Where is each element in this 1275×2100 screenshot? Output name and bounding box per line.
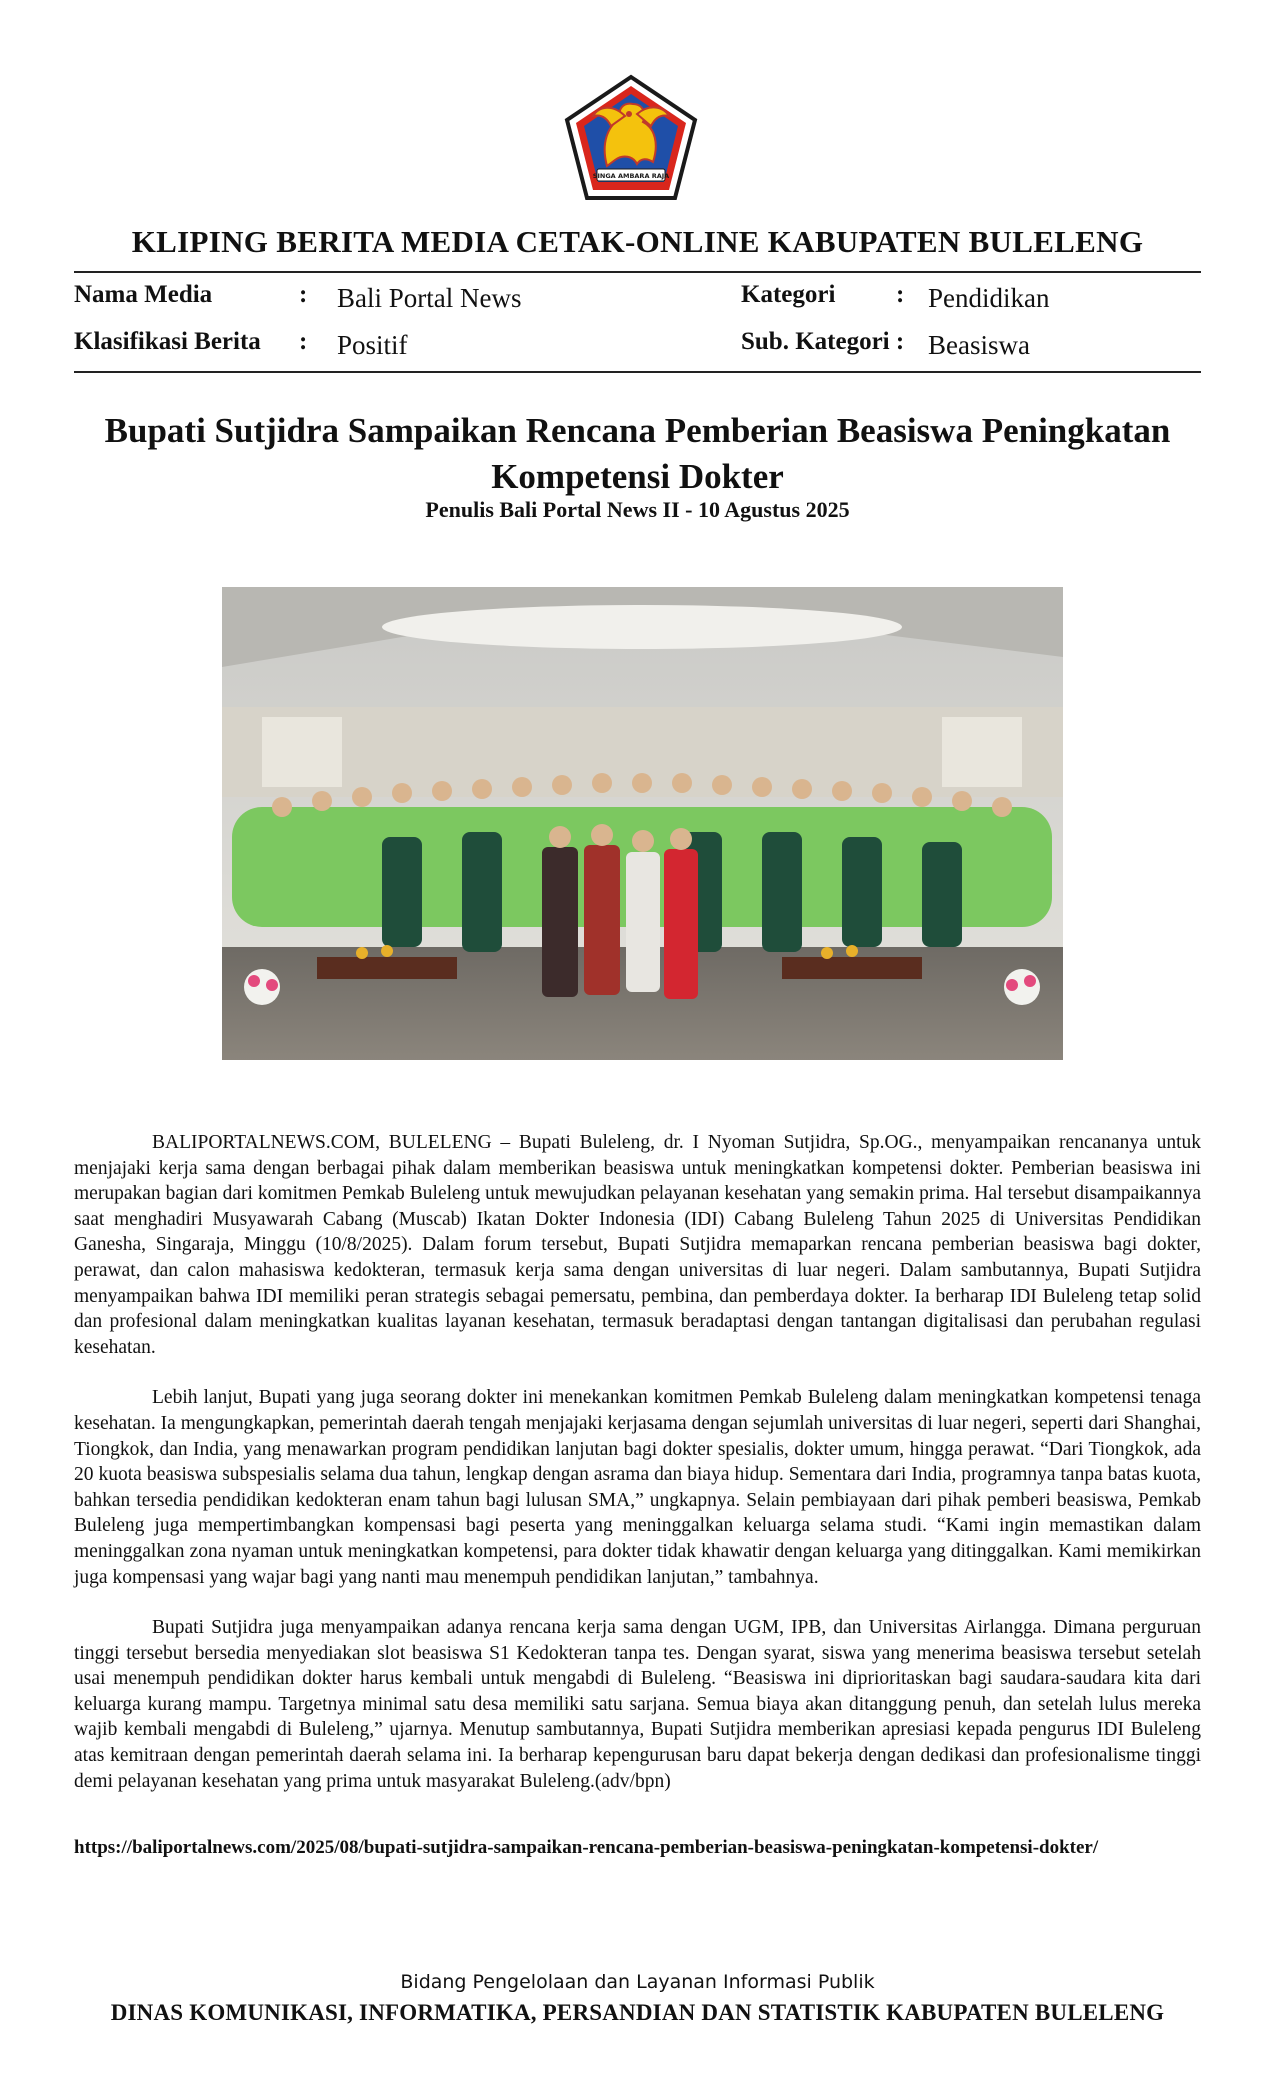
bottom-divider: [74, 371, 1201, 373]
article-headline: [74, 408, 1201, 500]
media-colon: :: [299, 281, 308, 308]
category-colon: :: [896, 281, 905, 308]
media-value: Bali Portal News: [337, 283, 522, 313]
article-paragraph-1: BALIPORTALNEWS.COM, BULELENG – Bupati Buleleng, dr. I Nyoman Sutjidra, Sp.OG., menyampaikan rencananya untuk menjajaki kerja sama dengan berbagai pihak dalam memberikan beasiswa untuk meningkatkan kompetensi dokter. Pemberian beasiswa ini merupakan bagian dari komitmen Pemkab Buleleng untuk mewujudkan pelayanan kesehatan yang semakin prima. Hal tersebut disampaikannya saat menghadiri Musyawarah Cabang (Muscab) Ikatan Dokter Indonesia (IDI) Cabang Buleleng Tahun 2025 di Universitas Pendidikan Ganesha, Singaraja, Minggu (10/8/2025). Dalam forum tersebut, Bupati Sutjidra memaparkan rencana pemberian beasiswa bagi dokter, perawat, dan calon mahasiswa kedokteran, termasuk kerja sama dengan universitas di luar negeri. Dalam sambutannya, Bupati Sutjidra menyampaikan bahwa IDI memiliki peran strategis sebagai pemersatu, pembina, dan pemberdaya dokter. Ia berharap IDI Buleleng tetap solid dan profesional dalam meningkatkan kualitas layanan kesehatan, termasuk beradaptasi dengan tantangan digitalisasi dan perubahan regulasi kesehatan.: [74, 1132, 1201, 1358]
category-label: Kategori: [741, 281, 836, 308]
article-byline: Penulis Bali Portal News II - 10 Agustus 2025: [425, 497, 850, 522]
headline-line-2: Kompetensi Dokter: [491, 457, 784, 496]
meta-row-classification: [74, 328, 1201, 364]
group-photo-icon: [222, 587, 1063, 1060]
article-paragraph-3: Bupati Sutjidra juga menyampaikan adanya rencana kerja sama dengan UGM, IPB, dan Universitas Airlangga. Dimana perguruan tinggi tersebut bersedia menyediakan slot beasiswa S1 Kedokteran tanpa tes. Dengan syarat, siswa yang menerima beasiswa tersebut setelah usai menempuh pendidikan dokter harus kembali untuk mengabdi di Buleleng. “Beasiswa ini diprioritaskan bagi saudara-saudara kita dari keluarga kurang mampu. Targetnya minimal satu desa memiliki satu sarjana. Semua biaya akan ditanggung penuh, dan setelah lulus mereka wajib kembali mengabdi di Buleleng,” ujarnya. Menutup sambutannya, Bupati Sutjidra memberikan apresiasi kepada pengurus IDI Buleleng atas kemitraan dengan pemerintah daerah selama ini. Ia berharap kepengurusan baru dapat bekerja dengan dedikasi dan profesionalisme tinggi demi pelayanan kesehatan yang prima untuk masyarakat Buleleng.(adv/bpn): [74, 1617, 1201, 1792]
masthead-title: KLIPING BERITA MEDIA CETAK-ONLINE KABUPATEN BULELENG: [131, 224, 1144, 259]
headline-line-1: Bupati Sutjidra Sampaikan Rencana Pemberian Beasiswa Peningkatan: [104, 411, 1171, 450]
media-label: Nama Media: [74, 281, 213, 308]
subcategory-value: Beasiswa: [928, 330, 1030, 360]
subcategory-label: Sub. Kategori :: [741, 328, 905, 355]
classification-label: Klasifikasi Berita: [74, 328, 261, 355]
article-body: [74, 1130, 1201, 1819]
top-divider: [74, 271, 1201, 273]
meta-row-media: [74, 281, 1201, 317]
classification-colon: :: [299, 328, 308, 355]
source-url-link[interactable]: https://baliportalnews.com/2025/08/bupati-sutjidra-sampaikan-rencana-pemberian-beasiswa-peningkatan-kompetensi-dokter/: [74, 1837, 1099, 1858]
lion-crest-icon: [563, 74, 699, 202]
logo-banner-text: SINGA AMBARA RAJA: [592, 172, 670, 180]
category-value: Pendidikan: [928, 283, 1050, 313]
article-paragraph-2: Lebih lanjut, Bupati yang juga seorang dokter ini menekankan komitmen Pemkab Buleleng dalam meningkatkan kompetensi tenaga kesehatan. Ia mengungkapkan, pemerintah daerah tengah menjajaki kerjasama dengan sejumlah universitas di luar negeri, seperti dari Shanghai, Tiongkok, dan India, yang menawarkan program pendidikan lanjutan bagi dokter spesialis, dokter umum, hingga perawat. “Dari Tiongkok, ada 20 kuota beasiswa subspesialis selama dua tahun, lengkap dengan asrama dan biaya hidup. Sementara dari India, programnya tanpa batas kuota, bahkan tersedia pendidikan kedokteran enam tahun bagi lulusan SMA,” ungkapnya. Selain pembiayaan dari pihak pemberi beasiswa, Pemkab Buleleng juga mempertimbangkan kompensasi bagi peserta yang meninggalkan keluarga selama studi. “Kami ingin memastikan dalam meninggalkan zona nyaman untuk meningkatkan kompetensi, para dokter tidak khawatir dengan keluarga yang ditinggalkan. Kami memikirkan juga kompensasi yang wajar bagi yang nanti mau menempuh pendidikan lanjutan,” tambahnya.: [74, 1387, 1201, 1588]
classification-value: Positif: [337, 330, 408, 360]
footer-subtitle: Bidang Pengelolaan dan Layanan Informasi Publik: [400, 1971, 875, 1993]
footer-organization: DINAS KOMUNIKASI, INFORMATIKA, PERSANDIAN DAN STATISTIK KABUPATEN BULELENG: [110, 2000, 1165, 2025]
